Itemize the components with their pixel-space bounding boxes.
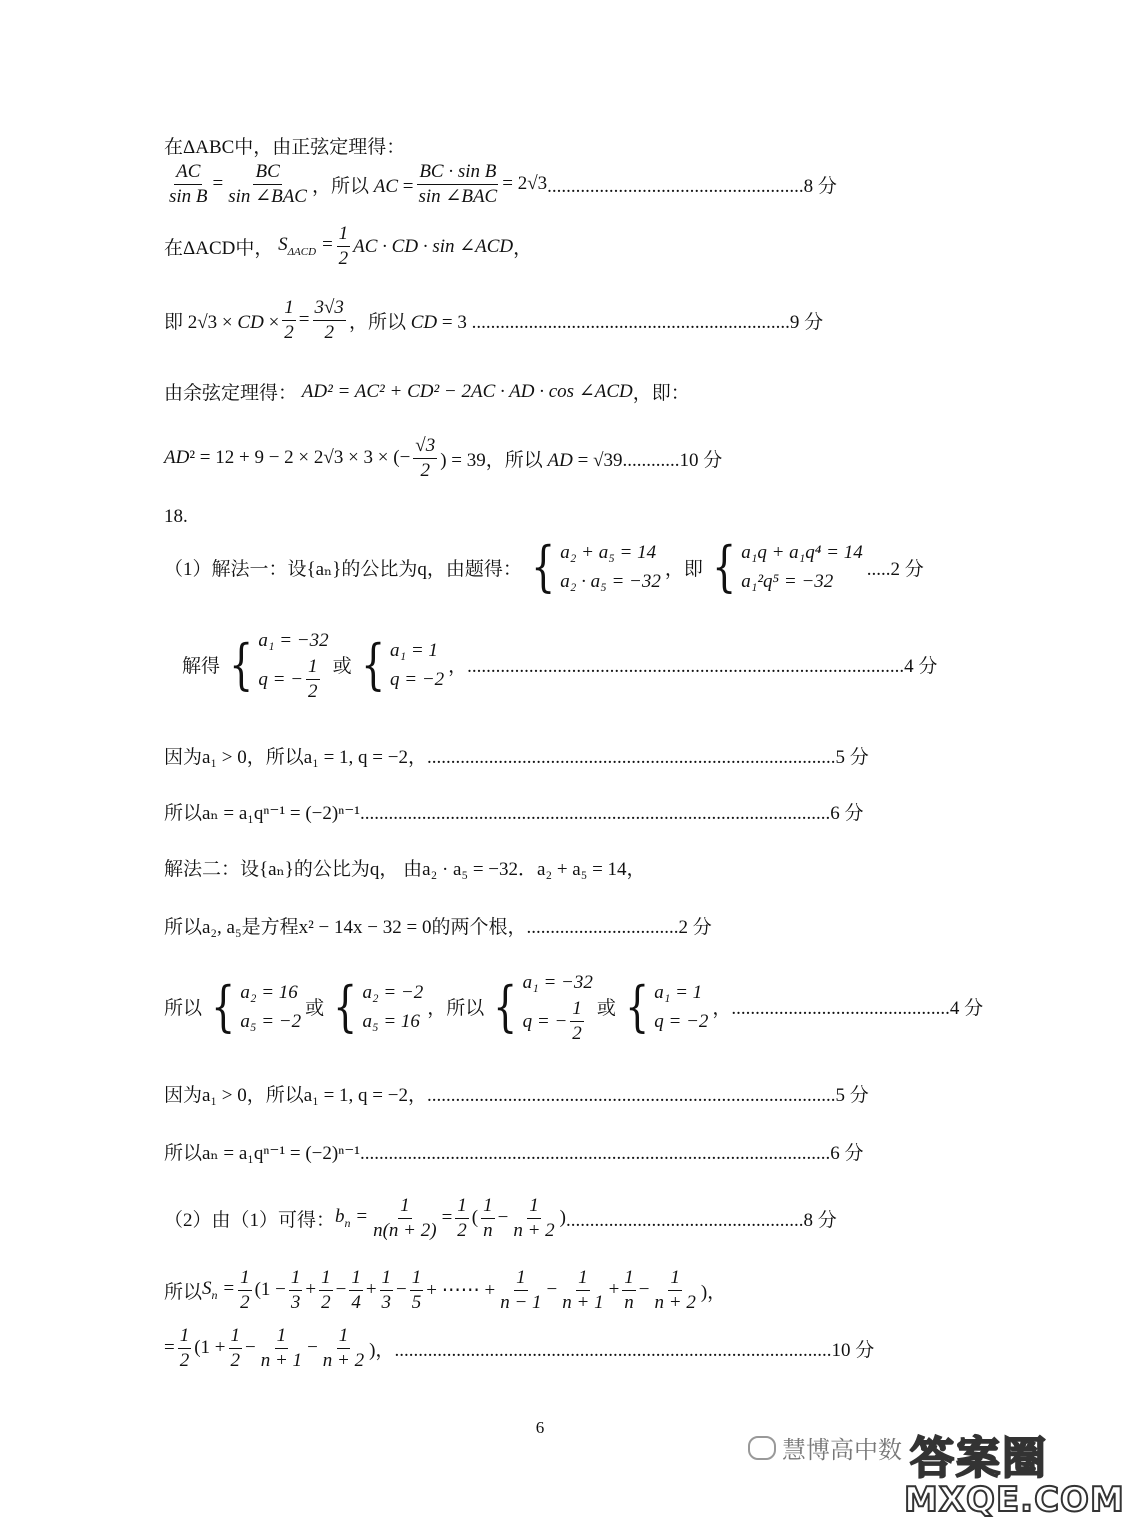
- fraction: $\frac{1}{2}$: [284, 297, 294, 343]
- score-marker: ............10 分: [622, 449, 723, 471]
- formula-line: 即 2√3 × CD × $\frac{1}{2}$ = $\frac{3√3}{2}$ ，所以 CD = 3 . ..................................................................9 分: [164, 297, 824, 343]
- sentence: 所以: [164, 998, 203, 1020]
- formula-line: [164, 854, 646, 881]
- sentence: 在ΔABC中，由正弦定理得：: [164, 137, 406, 158]
- fraction: $\frac{3√3}{2}$: [314, 297, 344, 343]
- fraction: $\frac{√3}{2}$: [415, 435, 436, 481]
- score-marker: .....2 分: [866, 558, 924, 580]
- sentence: 因为a₁ > 0，所以a₁ = 1, q = −2，: [164, 1085, 427, 1106]
- formula-line: 解得 { a₁ = −32 q = − $\frac{1}{2}$ 或 { a₁ = 1 q = −2 ， ............................................................................................4 分: [182, 626, 937, 704]
- equation-system: { a₂ = 16 a₅ = −2: [211, 974, 302, 1038]
- score-marker: ......................................................................................5 分: [426, 747, 869, 768]
- score-marker: ......................................................8 分: [547, 175, 837, 197]
- equation-system: { a₁ = −32 q = − $\frac{1}{2}$: [229, 630, 329, 703]
- formula-line: 在ΔACD中， $S_{\Delta ACD}$ = $\frac{1}{2}$ AC · CD · sin ∠ACD ，: [164, 223, 533, 269]
- fraction: $\frac{1}{n(n + 2)}$: [373, 1195, 437, 1241]
- question-number: [164, 506, 188, 528]
- score-marker: ...................................................................................................6 分: [359, 1143, 864, 1164]
- page-number: 6: [535, 1418, 545, 1437]
- text-line: [164, 132, 405, 159]
- fraction: $\frac{1}{2}$: [338, 223, 349, 269]
- formula-line: = $\frac{1}{2}$ (1 + $\frac{1}{2}$ − $\frac{1}{n + 1}$ − $\frac{1}{n + 2}$ )， ............................................................................................10 分: [164, 1325, 875, 1371]
- formula-line: AD² = 12 + 9 − 2 × 2√3 × 3 × (− $\frac{√3}{2}$ ) = 39，所以 AD = √39 ............10 分: [164, 435, 723, 481]
- sentence: 所以aₙ = a₁qⁿ⁻¹ = (−2)ⁿ⁻¹: [164, 803, 360, 824]
- fraction: $\frac{BC}{\text{sin ∠BAC}}$: [228, 161, 307, 207]
- fraction: $\frac{1}{n}$: [483, 1195, 493, 1241]
- formula-line: [164, 742, 869, 769]
- equation-system: { a₂ = −2 a₅ = 16: [333, 974, 424, 1038]
- score-marker: ......................................................................................5 分: [426, 1085, 869, 1106]
- fraction: $\frac{\text{BC · sin B}}{\text{sin ∠BAC}}$: [418, 161, 498, 207]
- watermark-text: 慧博高中数: [782, 1436, 902, 1464]
- formula-line: $\frac{AC}{\text{sin B}}$ = $\frac{BC}{\text{sin ∠BAC}}$ ，所以 AC = $\frac{\text{BC · sin B}}{\text{sin ∠BAC}}$ = 2√3 ......................................................8 分: [169, 161, 837, 207]
- fraction: $\frac{AC}{\text{sin B}}$: [169, 161, 208, 207]
- sentence: 所以a₂, a₅是方程x² − 14x − 32 = 0的两个根，: [164, 917, 527, 938]
- sentence: 解得: [182, 656, 221, 678]
- sentence: 所以: [164, 1281, 203, 1303]
- score-marker: ............................................................................................10 分: [394, 1339, 875, 1361]
- formula-line: （2）由（1）可得： $b_n$ = $\frac{1}{n(n + 2)}$ = $\frac{1}{2}$ ( $\frac{1}{n}$ − $\frac{1}{n + 2}$ ) ..................................................8 分: [164, 1195, 837, 1241]
- equation-system: { a₁ = 1 q = −2: [360, 632, 445, 696]
- formula-line: [164, 1080, 869, 1107]
- equation-system: { a₁q + a₁q⁴ = 14 a₁²q⁵ = −32: [712, 535, 863, 599]
- sentence: （1）解法一：设{aₙ}的公比为q，由题得：: [164, 558, 522, 580]
- formula-line: 由余弦定理得： AD² = AC² + CD² − 2AC · AD · cos ∠ACD ，即：: [164, 378, 690, 405]
- logo-top-text: 答案圈: [910, 1433, 1048, 1484]
- score-marker: ..................................................8 分: [566, 1209, 837, 1231]
- sentence: 解法二：设{aₙ}的公比为q， 由a₂ · a₅ = −32．a₂ + a₅ = 14，: [164, 859, 646, 880]
- sentence: 18.: [164, 506, 188, 527]
- watermark: [748, 1430, 902, 1465]
- formula-line: 所以 $S_n$ = $\frac{1}{2}$ (1 − $\frac{1}{3}$ + $\frac{1}{2}$ − $\frac{1}{4}$ + $\frac{1}{3}$ − $\frac{1}{5}$ + ⋯⋯ + $\frac{1}{n - 1}$ − $\frac{1}{n + 1}$ + $\frac{1}{n}$ − $\frac{1}{n + 2}$ )，: [164, 1267, 727, 1313]
- sentence: 因为a₁ > 0，所以a₁ = 1, q = −2，: [164, 747, 427, 768]
- site-logo: [900, 1420, 1125, 1524]
- fraction: $\frac{1}{2}$: [457, 1195, 467, 1241]
- score-marker: ..............................................4 分: [731, 998, 984, 1020]
- score-marker: ...................................................................................................6 分: [359, 803, 864, 824]
- sentence: 所以aₙ = a₁qⁿ⁻¹ = (−2)ⁿ⁻¹: [164, 1143, 360, 1164]
- formula-line: [164, 1138, 863, 1165]
- sentence: （2）由（1）可得：: [164, 1209, 336, 1231]
- score-marker: ..................................................................9 分: [476, 311, 824, 333]
- equation-system: { a₁ = 1 q = −2: [625, 974, 709, 1038]
- wechat-icon: [748, 1436, 776, 1460]
- equation-system: { a₂ + a₅ = 14 a₂ · a₅ = −32: [531, 535, 661, 599]
- score-marker: ............................................................................................4 分: [467, 656, 938, 678]
- logo-bottom-text: MXQE.COM: [904, 1480, 1125, 1520]
- formula-line: 所以 { a₂ = 16 a₅ = −2 或 { a₂ = −2 a₅ = 16 ，所以 { a₁ = −32 q = − $\frac{1}{2}$ 或 { a₁ = 1 q = −2 ， ..............................................4 分: [164, 968, 983, 1046]
- formula-line: （1）解法一：设{aₙ}的公比为q，由题得： { a₂ + a₅ = 14 a₂ · a₅ = −32 ，即 { a₁q + a₁q⁴ = 14 a₁²q⁵ = −32 .....2 分: [164, 535, 924, 599]
- sentence: 在ΔACD中，: [164, 237, 274, 259]
- fraction: $\frac{1}{n + 2}$: [513, 1195, 555, 1241]
- formula-line: [164, 798, 863, 825]
- formula-line: [164, 912, 712, 939]
- score-marker: ................................2 分: [526, 917, 712, 938]
- sentence: 由余弦定理得：: [164, 383, 298, 404]
- equation-system: { a₁ = −32 q = − $\frac{1}{2}$: [493, 972, 593, 1045]
